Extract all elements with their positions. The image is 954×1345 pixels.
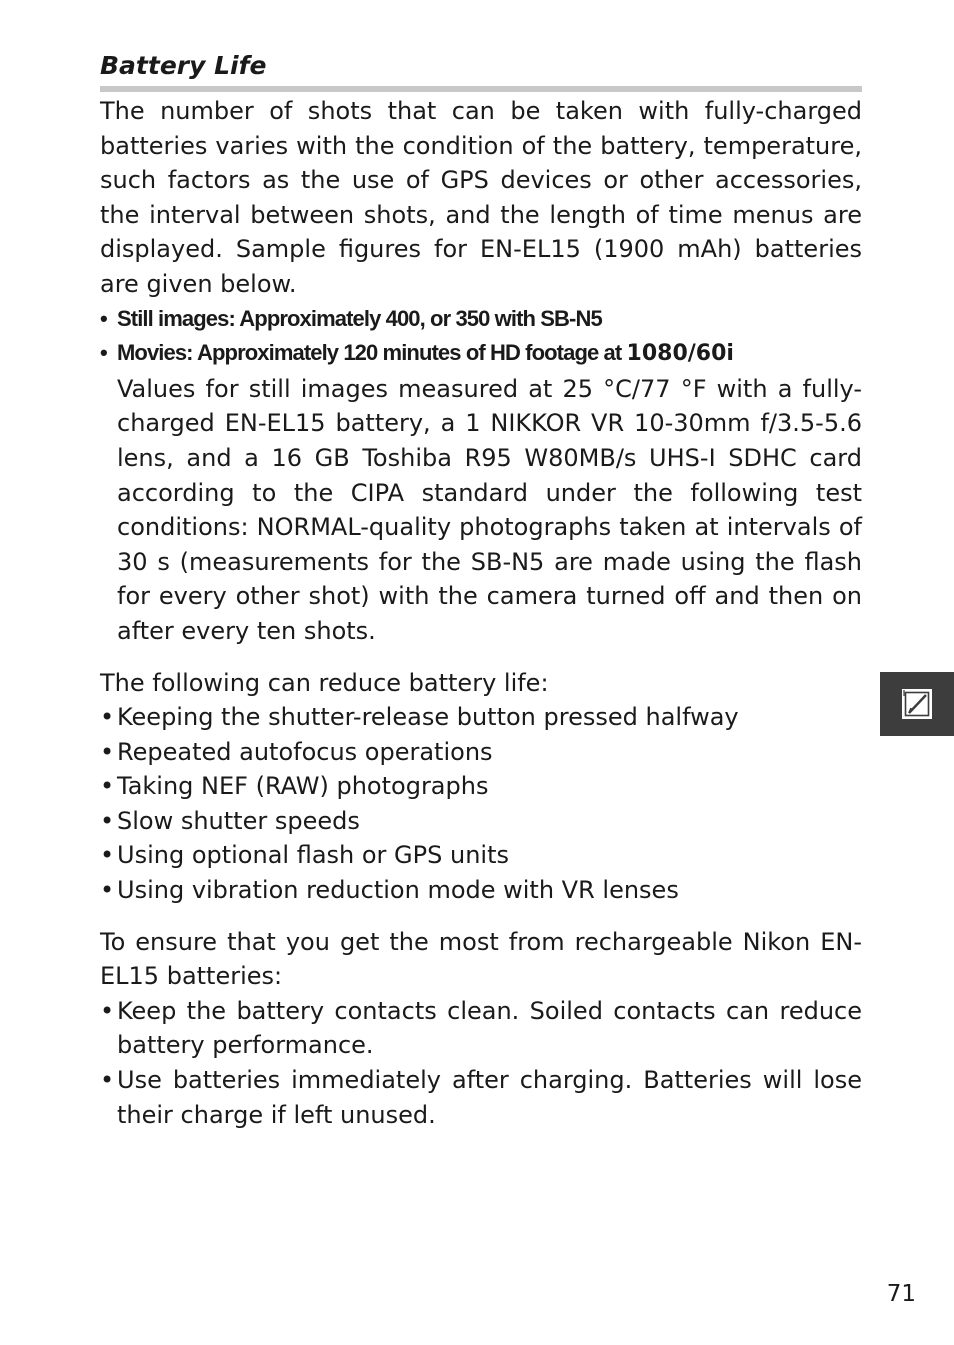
list-item: • Use batteries immediately after charging. Batteries will lose their charge if left unused. [100,1063,862,1132]
pencil-note-icon [897,684,937,724]
list-item: • Keep the battery contacts clean. Soiled contacts can reduce battery performance. [100,994,862,1063]
spacer [100,908,862,925]
reduce-list [100,700,862,908]
spacer [100,649,862,666]
list-item: • Taking NEF (RAW) photographs [100,769,862,804]
page-number: 71 [886,1281,916,1307]
measurement-note: Values for still images measured at 25 °C/77 °F with a fully-charged EN-EL15 battery, a 1 NIKKOR VR 10-30mm f/3.5-5.6 lens, and a 16 GB Toshiba R95 W80MB/s UHS-I SDHC card according to the CIPA standard under the following test conditions: NORMAL-quality photographs taken at intervals of 30 s (measurements for the SB-N5 are made using the flash for every other shot) with the camera turned off and then on after every ten shots. [117,374,862,645]
page-content [100,48,862,1132]
list-item: • Using optional flash or GPS units [100,838,862,873]
list-item: • Keeping the shutter-release button pressed halfway [100,700,862,735]
still-images-figure: • Still images: Approximately 400, or 350 with SB-N5 [100,302,862,337]
section-title: Battery Life [100,51,267,80]
intro-paragraph: The number of shots that can be taken with fully-charged batteries varies with the condition of the battery, temperature, such factors as the use of GPS devices or other accessories, the interval between shots, and the length of time menus are displayed. Sample figures for EN-EL15 (1900 mAh) batteries are given below. [100,97,862,298]
list-item: • Slow shutter speeds [100,804,862,839]
list-item: • Using vibration reduction mode with VR lenses [100,873,862,908]
ensure-list [100,994,862,1132]
movies-figure-text: Movies: Approximately 120 minutes of HD footage at [117,340,627,366]
reduce-intro: The following can reduce battery life: [100,668,549,697]
figures-list [100,302,862,372]
ensure-intro: To ensure that you get the most from rechargeable Nikon EN-EL15 batteries: [100,927,862,991]
movies-figure [100,336,862,372]
title-rule [100,86,862,92]
list-item: • Repeated autofocus operations [100,735,862,770]
movie-format: 1080/60i [626,341,734,367]
chapter-tab [880,672,954,736]
